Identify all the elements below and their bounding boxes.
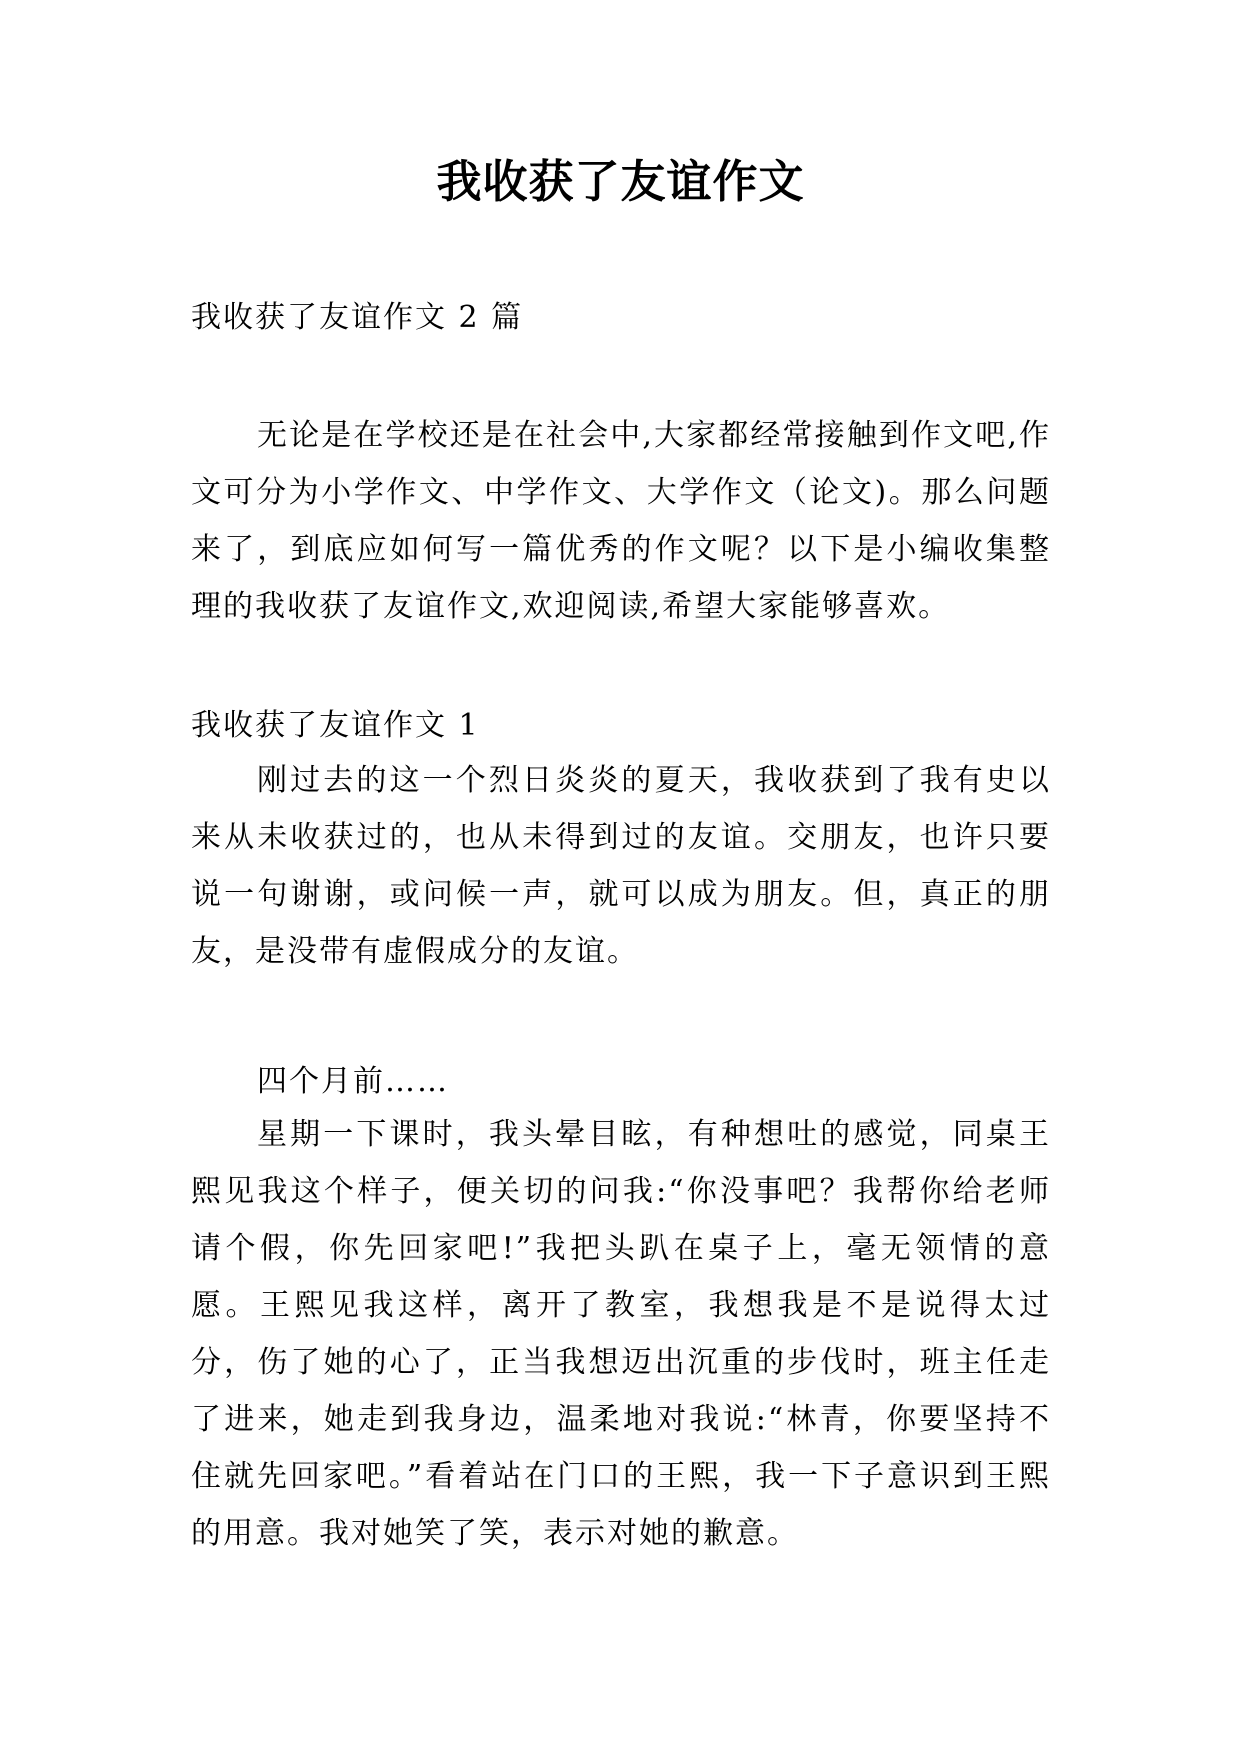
- body-paragraph: 四个月前……: [257, 1064, 449, 1099]
- document-subtitle: 我收获了友谊作文 2 篇: [191, 300, 524, 335]
- body-paragraph: 刚过去的这一个烈日炎炎的夏天，我收获到了我有史以来从未收获过的，也从未得到过的友谊。交朋友，也许只要说一句谢谢，或问候一声，就可以成为朋友。但，真正的朋友，是没带有虚假成分的友谊。: [191, 763, 1051, 969]
- section-heading: 我收获了友谊作文 1: [191, 708, 480, 743]
- body-paragraph: 星期一下课时，我头晕目眩，有种想吐的感觉，同桌王熙见我这个样子，便关切的问我:“你没事吧？我帮你给老师请个假，你先回家吧!”我把头趴在桌子上，毫无领情的意愿。王熙见我这样，离开了教室，我想我是不是说得太过分，伤了她的心了，正当我想迈出沉重的步伐时，班主任走了进来，她走到我身边，温柔地对我说:“林青，你要坚持不住就先回家吧。”看着站在门口的王熙，我一下子意识到王熙的用意。我对她笑了笑，表示对她的歉意。: [191, 1117, 1051, 1551]
- intro-paragraph: 无论是在学校还是在社会中,大家都经常接触到作文吧,作文可分为小学作文、中学作文、大学作文（论文)。那么问题来了，到底应如何写一篇优秀的作文呢？以下是小编收集整理的我收获了友谊作文,欢迎阅读,希望大家能够喜欢。: [191, 418, 1051, 624]
- document-title: 我收获了友谊作文: [436, 155, 805, 208]
